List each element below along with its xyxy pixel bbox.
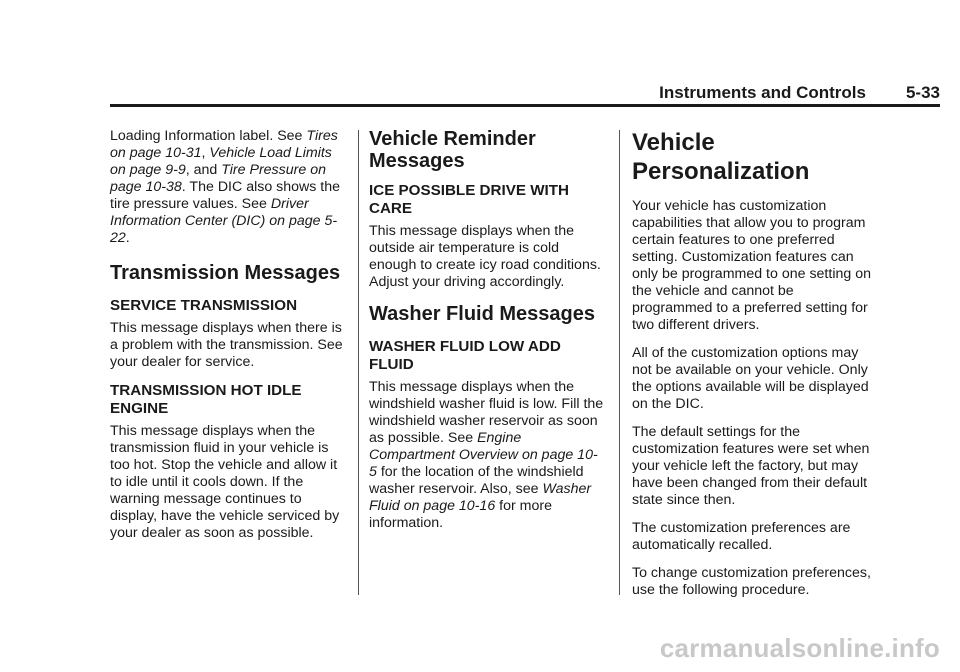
- column-right: [632, 128, 872, 610]
- intro-paragraph: [110, 128, 348, 247]
- washer-fluid-low-heading: WASHER FLUID LOW ADD FLUID: [369, 338, 561, 373]
- washer-fluid-messages-heading: Washer Fluid Messages: [369, 303, 595, 325]
- intro-text-4: . The DIC also shows the tire pressure values. See: [110, 179, 341, 212]
- column-middle: [369, 128, 605, 543]
- column-left: [110, 128, 348, 553]
- ice-possible-body: This message displays when the outside air temperature is cold enough to create icy road conditions. Adjust your driving accordingly.: [369, 223, 601, 290]
- personalization-paragraph-2: All of the customization options may not be available on your vehicle. Only the options available will be displayed on the DIC.: [632, 345, 869, 412]
- vehicle-reminder-messages-heading: Vehicle Reminder Messages: [369, 128, 536, 172]
- header-rule: [110, 104, 940, 107]
- section-header-title: Instruments and Controls: [659, 83, 866, 102]
- washer-text-2: for the location of the windshield washer reservoir. Also, see: [369, 464, 584, 497]
- xref-tire-pressure[interactable]: Tire Pressure on page 10-38: [110, 162, 326, 195]
- washer-fluid-low-body: [369, 379, 605, 532]
- ice-possible-heading: ICE POSSIBLE DRIVE WITH CARE: [369, 182, 569, 217]
- personalization-paragraph-3: The default settings for the customization features were set when your vehicle left the factory, but may have been changed from their default state since then.: [632, 424, 870, 508]
- washer-text-3: for more information.: [369, 498, 552, 531]
- xref-tires[interactable]: Tires on page 10-31: [110, 128, 338, 161]
- column-divider-1: [358, 130, 359, 595]
- intro-text-1: Loading Information label. See: [110, 128, 307, 144]
- personalization-paragraph-1: Your vehicle has customization capabilities that allow you to program certain features to one preferred setting. Customization features can only be programmed to one setting on the vehicle and cannot be programmed to a preferred setting for two different drivers.: [632, 198, 871, 333]
- intro-text-2: ,: [201, 145, 210, 161]
- xref-driver-information-center[interactable]: Driver Information Center (DIC) on page 5-22: [110, 196, 338, 246]
- personalization-paragraph-5: To change customization preferences, use the following procedure.: [632, 565, 871, 598]
- transmission-hot-idle-body: This message displays when the transmission fluid in your vehicle is too hot. Stop the vehicle and allow it to idle until it cools down. If the warning message continues to display, have the vehicle serviced by your dealer as soon as possible.: [110, 423, 340, 541]
- xref-engine-compartment[interactable]: Engine Compartment Overview on page 10-5: [369, 430, 598, 480]
- watermark: carmanualsonline.info: [659, 633, 940, 663]
- washer-text-1: This message displays when the windshield washer fluid is low. Fill the windshield washer reservoir as soon as possible. See: [369, 379, 604, 446]
- service-transmission-body: This message displays when there is a problem with the transmission. See your dealer for service.: [110, 320, 343, 370]
- xref-vehicle-load-limits[interactable]: Vehicle Load Limits on page 9-9: [110, 145, 332, 178]
- page-number: 5-33: [905, 83, 940, 102]
- transmission-messages-heading: Transmission Messages: [110, 262, 341, 284]
- service-transmission-heading: SERVICE TRANSMISSION: [110, 297, 298, 314]
- intro-text-3: , and: [185, 162, 222, 178]
- intro-text-5: .: [125, 230, 130, 246]
- column-divider-2: [619, 130, 620, 595]
- xref-washer-fluid[interactable]: Washer Fluid on page 10-16: [369, 481, 592, 514]
- personalization-paragraph-4: The customization preferences are automatically recalled.: [632, 520, 851, 553]
- vehicle-personalization-heading: Vehicle Personalization: [632, 129, 810, 185]
- transmission-hot-idle-heading: TRANSMISSION HOT IDLE ENGINE: [110, 382, 302, 417]
